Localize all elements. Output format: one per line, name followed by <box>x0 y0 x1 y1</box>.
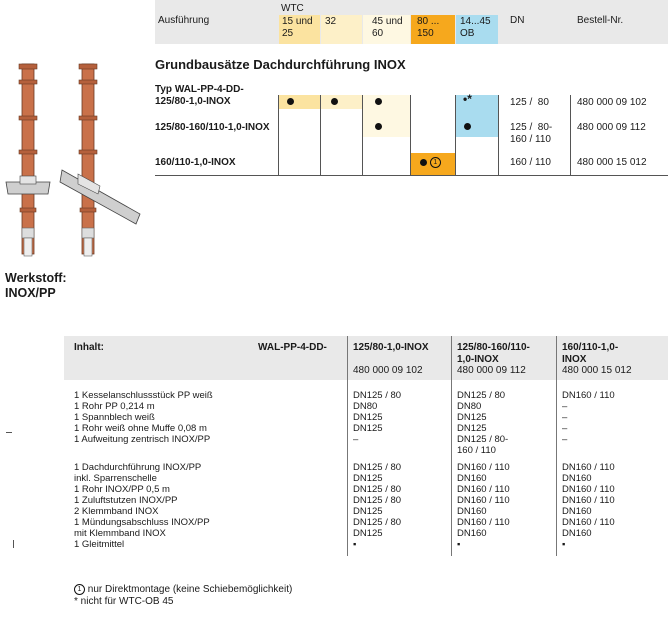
row1-dot-col2 <box>331 98 338 105</box>
footnote-1-text: nur Direktmontage (keine Schiebemöglichkeit) <box>87 584 293 596</box>
variant-1-nr: 480 000 09 102 <box>353 365 423 376</box>
product-2-name: 125/80-160/110-1,0-INOX <box>155 122 270 133</box>
werkstoff-label: Werkstoff: INOX/PP <box>5 271 67 300</box>
product-1-dn: 125 / 80 <box>510 97 549 108</box>
header-bestell: Bestell-Nr. <box>577 15 624 26</box>
pipe-inclined-roof-icon <box>60 64 140 256</box>
row1-col2-cell <box>321 95 362 109</box>
margin-mark <box>6 432 12 433</box>
dot-icon <box>420 159 427 166</box>
margin-mark <box>13 540 14 548</box>
row12-col3-cell <box>363 95 410 137</box>
row2-dot-col5 <box>464 123 471 130</box>
header-dn: DN <box>510 15 525 26</box>
section-title: Grundbausätze Dachdurchführung INOX <box>155 57 406 72</box>
group2-variant3: DN160 / 110 DN160 DN160 / 110 DN160 / 110 DN160 DN160 / 110 DN160 ▪ <box>562 462 615 550</box>
product-3-dn: 160 / 110 <box>510 157 551 168</box>
product-2-nr: 480 000 09 112 <box>577 122 646 133</box>
row1-dot-col3 <box>375 98 382 105</box>
variant-2-nr: 480 000 09 112 <box>457 365 526 376</box>
variant-2-name: 125/80-160/110- 1,0-INOX <box>457 342 530 365</box>
header-col2: 32 <box>325 16 337 27</box>
header-col4: 80 ... 150 <box>417 16 440 39</box>
product-2-dn: 125 / 80- 160 / 110 <box>510 122 553 145</box>
group1-variant3: DN160 / 110 – – – – <box>562 390 615 445</box>
footnote-2: * nicht für WTC-OB 45 <box>74 596 174 607</box>
variant-1-name: 125/80-1,0-INOX <box>353 342 429 353</box>
inhalt-type-prefix: WAL-PP-4-DD- <box>258 342 327 353</box>
header-col1: 15 und 25 <box>282 16 313 39</box>
group2-items: 1 Dachdurchführung INOX/PP inkl. Sparrenschelle 1 Rohr INOX/PP 0,5 m 1 Zuluftstutzen INOX/PP 2 Klemmband INOX 1 Mündungsabschluss INOX/PP mit Klemmband INOX 1 Gleitmittel <box>74 462 210 550</box>
row1-col1-cell <box>279 95 320 109</box>
group1-items: 1 Kesselanschlussstück PP weiß 1 Rohr PP 0,214 m 1 Spannblech weiß 1 Rohr weiß ohne Muffe 0,08 m 1 Aufweitung zentrisch INOX/PP <box>74 390 213 445</box>
product-1-name: Typ WAL-PP-4-DD- 125/80-1,0-INOX <box>155 84 244 107</box>
header-col5: 14...45 OB <box>460 16 491 39</box>
product-3-nr: 480 000 15 012 <box>577 157 647 168</box>
product-drawing <box>0 58 150 268</box>
variant-3-name: 160/110-1,0- INOX <box>562 342 619 365</box>
group1-variant2: DN125 / 80 DN80 DN125 DN125 DN125 / 80- 160 / 110 <box>457 390 509 456</box>
row2-dot-col3 <box>375 123 382 130</box>
circled-number-icon: 1 <box>430 157 441 168</box>
group2-variant1: DN125 / 80 DN125 DN125 / 80 DN125 / 80 DN125 DN125 / 80 DN125 ▪ <box>353 462 402 550</box>
group1-variant1: DN125 / 80 DN80 DN125 DN125 – <box>353 390 402 445</box>
circled-number-icon: 1 <box>74 584 85 595</box>
row1-col5-note: •* <box>463 92 472 106</box>
row3-dot-col4 <box>420 157 441 169</box>
product-1-nr: 480 000 09 102 <box>577 97 647 108</box>
row1-dot-col1 <box>287 98 294 105</box>
group2-variant2: DN160 / 110 DN160 DN160 / 110 DN160 / 110 DN160 DN160 / 110 DN160 ▪ <box>457 462 510 550</box>
pipe-straight-icon <box>6 64 50 256</box>
header-wtc: WTC <box>281 3 304 14</box>
variant-3-nr: 480 000 15 012 <box>562 365 632 376</box>
header-ausfuehrung: Ausführung <box>158 15 210 26</box>
footnote-1 <box>74 584 292 596</box>
inhalt-label: Inhalt: <box>74 342 104 353</box>
header-col3: 45 und 60 <box>372 16 403 39</box>
product-3-name: 160/110-1,0-INOX <box>155 157 236 168</box>
